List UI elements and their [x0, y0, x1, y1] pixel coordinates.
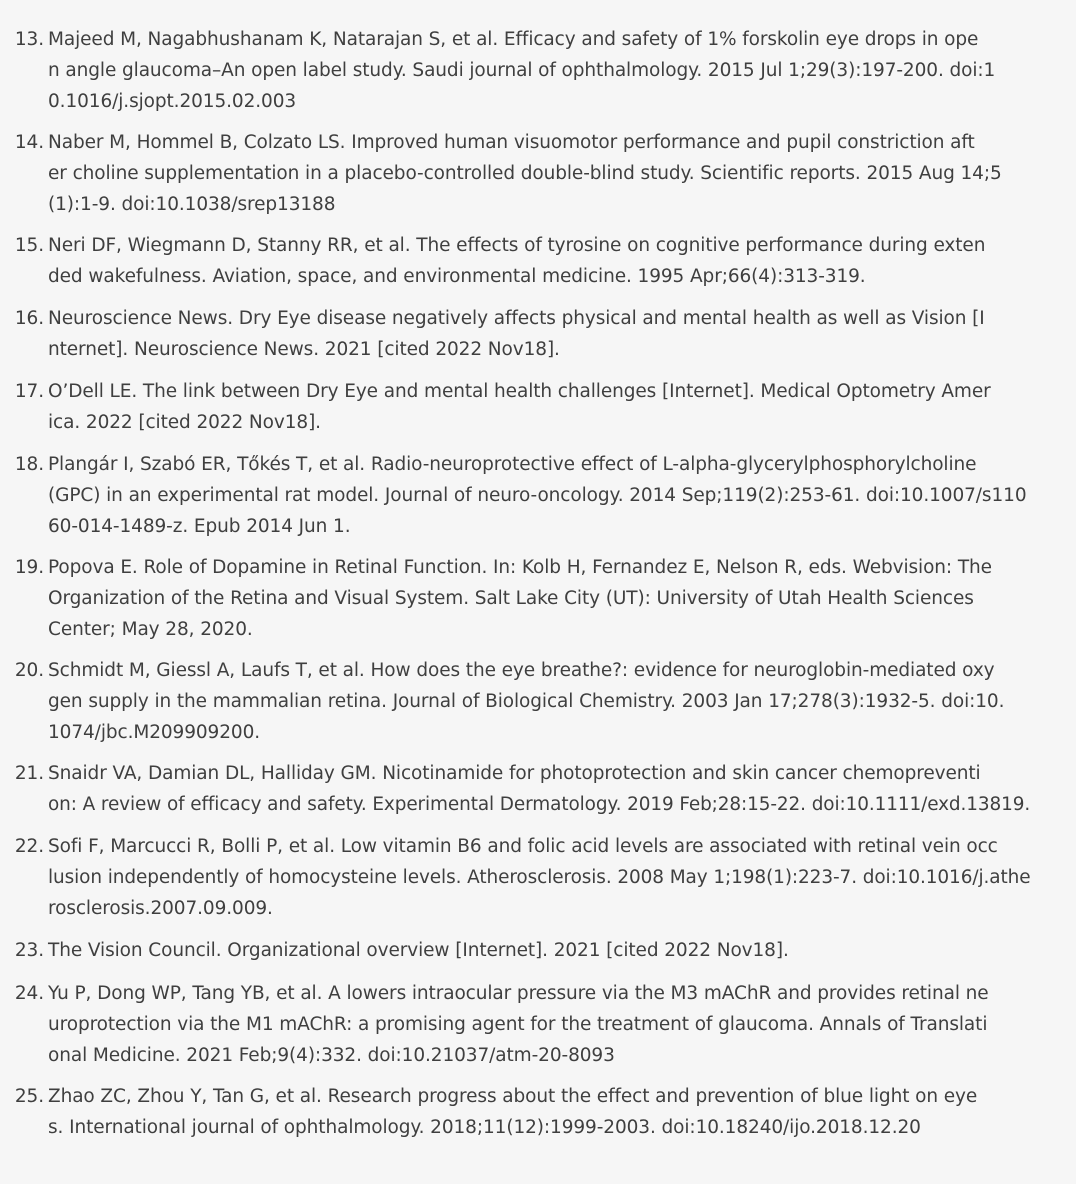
reference-number: 21.: [14, 763, 44, 784]
reference-text-line: nternet]. Neuroscience News. 2021 [cited 2022 Nov18].: [48, 338, 560, 360]
reference-text-line: The Vision Council. Organizational overview [Internet]. 2021 [cited 2022 Nov18].: [48, 940, 789, 961]
reference-number: 15.: [14, 235, 44, 256]
reference-number: 17.: [14, 381, 44, 402]
reference-text-line: Yu P, Dong WP, Tang YB, et al. A lowers intraocular pressure via the M3 mAChR and provides retinal ne: [48, 983, 989, 1004]
reference-text-line: uroprotection via the M1 mAChR: a promising agent for the treatment of glaucoma. Annals of Translati: [48, 1013, 988, 1035]
reference-number: 19.: [14, 557, 44, 578]
reference-text-line: (GPC) in an experimental rat model. Journal of neuro-oncology. 2014 Sep;119(2):253-61. doi:10.1007/s110: [48, 484, 1027, 506]
reference-text-line: Zhao ZC, Zhou Y, Tan G, et al. Research progress about the effect and prevention of blue light on eye: [48, 1086, 978, 1107]
reference-number: 23.: [14, 940, 44, 961]
reference-text-line: 60-014-1489-z. Epub 2014 Jun 1.: [48, 515, 351, 537]
reference-text-line: O’Dell LE. The link between Dry Eye and mental health challenges [Internet]. Medical Optometry Amer: [48, 381, 991, 402]
reference-text-line: (1):1-9. doi:10.1038/srep13188: [48, 193, 336, 215]
reference-text-line: Sofi F, Marcucci R, Bolli P, et al. Low vitamin B6 and folic acid levels are associated with retinal vein occ: [48, 836, 998, 857]
reference-text-line: rosclerosis.2007.09.009.: [48, 897, 273, 919]
reference-text-line: Popova E. Role of Dopamine in Retinal Function. In: Kolb H, Fernandez E, Nelson R, eds. Webvision: The: [48, 557, 992, 578]
reference-number: 14.: [14, 132, 44, 153]
reference-text-line: lusion independently of homocysteine levels. Atherosclerosis. 2008 May 1;198(1):223-7. doi:10.1016/j.athe: [48, 866, 1031, 888]
reference-text-line: gen supply in the mammalian retina. Journal of Biological Chemistry. 2003 Jan 17;278(3):1932-5. doi:10.: [48, 690, 1005, 712]
reference-text-line: Neri DF, Wiegmann D, Stanny RR, et al. The effects of tyrosine on cognitive performance during exten: [48, 235, 986, 256]
reference-text-line: er choline supplementation in a placebo-controlled double-blind study. Scientific reports. 2015 Aug 14;5: [48, 162, 1002, 184]
reference-text-line: 1074/jbc.M209909200.: [48, 721, 261, 743]
reference-text-line: Organization of the Retina and Visual System. Salt Lake City (UT): University of Utah Health Sciences: [48, 587, 974, 609]
reference-text-line: 0.1016/j.sjopt.2015.02.003: [48, 90, 297, 112]
reference-text-line: ded wakefulness. Aviation, space, and environmental medicine. 1995 Apr;66(4):313-319.: [48, 265, 866, 287]
reference-number: 13.: [14, 29, 44, 50]
reference-text-line: Schmidt M, Giessl A, Laufs T, et al. How does the eye breathe?: evidence for neuroglobin-mediated oxy: [48, 660, 995, 681]
reference-text-line: s. International journal of ophthalmology. 2018;11(12):1999-2003. doi:10.18240/ijo.2018.12.20: [48, 1116, 921, 1138]
reference-number: 22.: [14, 836, 44, 857]
reference-text-line: Neuroscience News. Dry Eye disease negatively affects physical and mental health as well as Vision [I: [48, 308, 985, 329]
reference-number: 16.: [14, 308, 44, 329]
reference-text-line: n angle glaucoma–An open label study. Saudi journal of ophthalmology. 2015 Jul 1;29(3):197-200. doi:1: [48, 59, 996, 81]
reference-text-line: on: A review of efficacy and safety. Experimental Dermatology. 2019 Feb;28:15-22. doi:10.1111/exd.13819.: [48, 793, 1031, 815]
reference-number: 20.: [14, 660, 44, 681]
reference-text-line: Plangár I, Szabó ER, Tőkés T, et al. Radio-neuroprotective effect of L-alpha-glycerylphosphorylcholine: [48, 454, 977, 475]
reference-number: 18.: [14, 454, 44, 475]
reference-text-line: Naber M, Hommel B, Colzato LS. Improved human visuomotor performance and pupil constriction aft: [48, 132, 975, 153]
reference-text-line: ica. 2022 [cited 2022 Nov18].: [48, 411, 321, 433]
reference-text-line: onal Medicine. 2021 Feb;9(4):332. doi:10.21037/atm-20-8093: [48, 1044, 615, 1066]
reference-text-line: Majeed M, Nagabhushanam K, Natarajan S, et al. Efficacy and safety of 1% forskolin eye drops in ope: [48, 29, 979, 50]
reference-text-line: Snaidr VA, Damian DL, Halliday GM. Nicotinamide for photoprotection and skin cancer chemopreventi: [48, 763, 981, 784]
reference-number: 25.: [14, 1086, 44, 1107]
reference-number: 24.: [14, 983, 44, 1004]
reference-text-line: Center; May 28, 2020.: [48, 618, 253, 640]
